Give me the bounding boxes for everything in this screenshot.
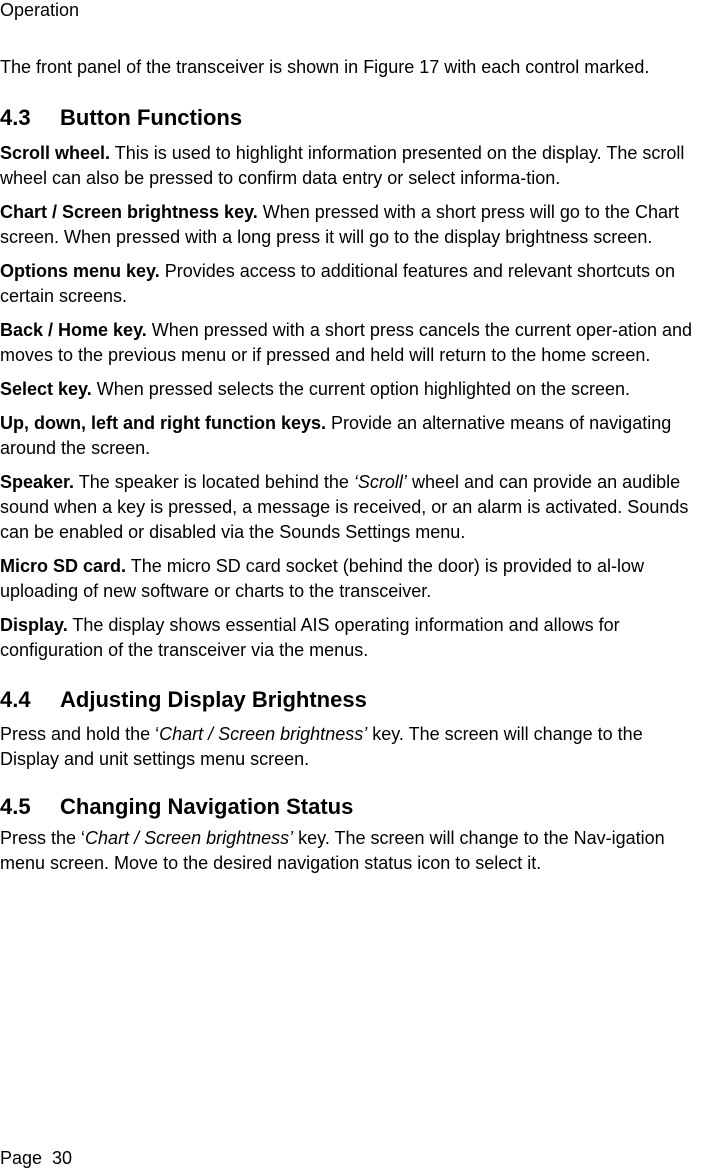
definition-select-key [0, 377, 706, 402]
definition-speaker [0, 470, 706, 545]
definition-term: Back / Home key. [0, 320, 147, 340]
definition-text: When pressed with a short press will go to the Chart screen. When pressed with a long press it will go to the display brightness screen. [0, 202, 679, 247]
definition-term: Up, down, left and right function keys. [0, 413, 327, 433]
definition-text: When pressed selects the current option highlighted on the screen. [91, 379, 631, 399]
section-number: 4.4 [0, 687, 31, 712]
section-heading-4-4 [0, 687, 706, 713]
definition-chart-screen-brightness-key [0, 200, 706, 250]
definition-text: When pressed with a short press cancels the current oper-ation and moves to the previous menu or if pressed and held will return to the home screen. [0, 320, 693, 365]
page-number: Page 30 [0, 1148, 73, 1168]
definition-text: The micro SD card socket (behind the door) is provided to al-low uploading of new software or charts to the transceiver. [0, 556, 644, 601]
definition-text: This is used to highlight information presented on the display. The scroll wheel can also be pressed to confirm data entry or select informa-tion. [0, 143, 685, 188]
paragraph-italic: Chart / Screen brightness’ [159, 724, 368, 744]
definition-term: Speaker. [0, 472, 75, 492]
paragraph-text: Press the ‘ [0, 828, 86, 848]
section-number: 4.3 [0, 105, 31, 130]
definition-display [0, 613, 706, 663]
document-body [0, 55, 706, 876]
definition-text: The display shows essential AIS operating information and allows for configuration of the transceiver via the menus. [0, 615, 620, 660]
section-title: Adjusting Display Brightness [60, 687, 367, 712]
paragraph-text: Press and hold the ‘ [0, 724, 160, 744]
definition-term: Options menu key. [0, 261, 160, 281]
definition-micro-sd-card [0, 554, 706, 604]
definition-scroll-wheel [0, 141, 706, 191]
definition-italic: ‘Scroll’ [353, 472, 407, 492]
section-4-5-paragraph [0, 826, 706, 876]
definition-back-home-key [0, 318, 706, 368]
definition-term: Display. [0, 615, 68, 635]
section-heading-4-5 [0, 794, 706, 820]
section-4-4-paragraph [0, 722, 706, 772]
definition-term: Select key. [0, 379, 92, 399]
running-header: Operation [0, 0, 80, 20]
intro-paragraph: The front panel of the transceiver is shown in Figure 17 with each control marked. [0, 57, 650, 77]
definition-term: Micro SD card. [0, 556, 127, 576]
definition-term: Chart / Screen brightness key. [0, 202, 258, 222]
definition-function-keys [0, 411, 706, 461]
definition-text: wheel and can provide an audible sound when a key is pressed, a message is received, or an alarm is activated. Sounds can be enabled or disabled via the Sounds Settings menu. [0, 472, 689, 542]
definition-text: Provides access to additional features and relevant shortcuts on certain screens. [0, 261, 675, 306]
paragraph-italic: Chart / Screen brightness’ [85, 828, 294, 848]
section-heading-4-3 [0, 105, 706, 131]
section-title: Button Functions [60, 105, 243, 130]
section-number: 4.5 [0, 794, 31, 819]
paragraph-text: key. The screen will change to the Display and unit settings menu screen. [0, 724, 643, 769]
paragraph-text: key. The screen will change to the Nav-igation menu screen. Move to the desired navigation status icon to select it. [0, 828, 665, 873]
definition-term: Scroll wheel. [0, 143, 111, 163]
definition-options-menu-key [0, 259, 706, 309]
section-title: Changing Navigation Status [60, 794, 354, 819]
definition-text: The speaker is located behind the [74, 472, 354, 492]
definition-text: Provide an alternative means of navigating around the screen. [0, 413, 672, 458]
